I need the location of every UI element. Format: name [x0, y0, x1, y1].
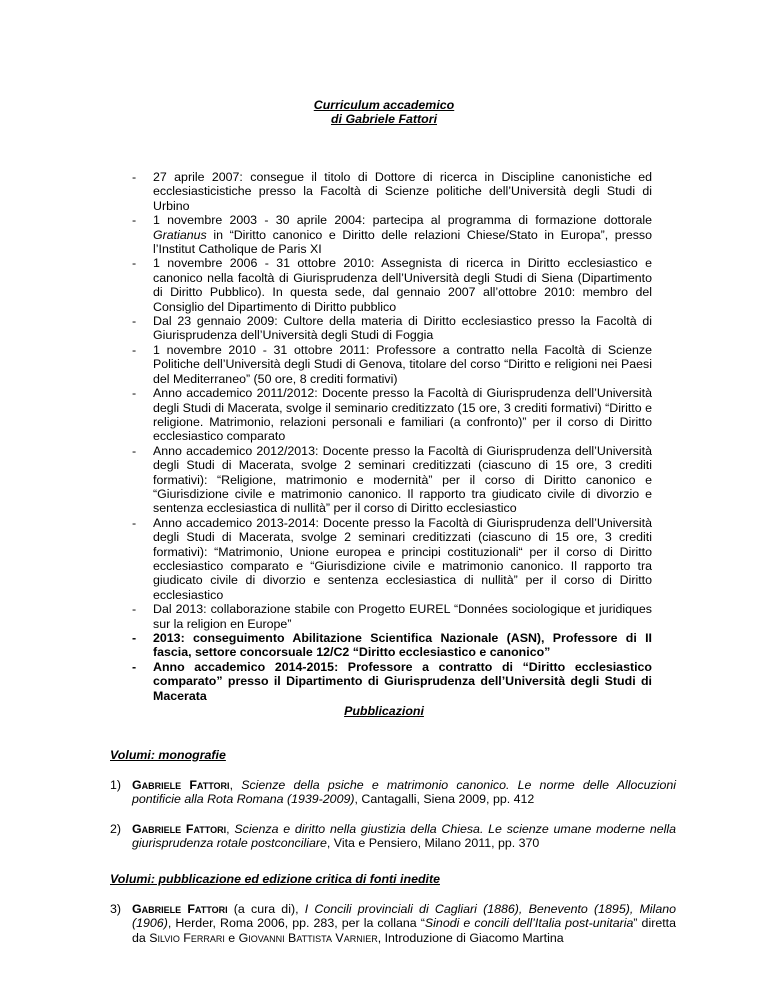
cv-item: - 1 novembre 2010 - 31 ottobre 2011: Professore a contratto nella Facoltà di Scienze Politiche dell’Università degli Studi di Genova, titolare del corso “Diritto e religioni nei Paesi del Mediterraneo” (50 ore, 8 crediti formativi): [132, 342, 652, 386]
cv-item: - Anno accademico 2013-2014: Docente presso la Facoltà di Giurisprudenza dell’Università degli Studi di Macerata, svolge 2 seminari creditizzati (ciascuno di 15 ore, 3 crediti formativi): “Matrimonio, Unione europea e principi costituzionali“ per il corso di Diritto ecclesiastico comparato e “Giurisdizione civile e matrimonio canonico. Il rapporto tra giudicato civile di divorzio e sentenza ecclesiastica di nullità” per il corso di Diritto ecclesiastico: [132, 515, 652, 602]
cv-item-highlight: - 2013: conseguimento Abilitazione Scientifica Nazionale (ASN), Professore di II fascia, settore concorsuale 12/C2 “Diritto ecclesiastico e canonico”: [132, 631, 652, 660]
publications-title: Pubblicazioni: [344, 704, 424, 718]
cv-item: - Dal 2013: collaborazione stabile con Progetto EUREL “Données sociologique et juridiques sur la religion en Europe”: [132, 602, 652, 631]
cv-item: - 27 aprile 2007: consegue il titolo di Dottore di ricerca in Discipline canonistiche ed ecclesiasticistiche presso la Facoltà di Scienze politiche dell’Università degli Studi di Urbino: [132, 170, 652, 213]
cv-item: - Anno accademico 2011/2012: Docente presso la Facoltà di Giurisprudenza dell’Università degli Studi di Macerata, svolge il seminario creditizzato (15 ore, 3 crediti formativi) “Diritto e religione. Matrimonio, relazioni personali e familiari (a confronto)” per il corso di Diritto ecclesiastico comparato: [132, 386, 652, 444]
cv-item-highlight: - Anno accademico 2014-2015: Professore a contratto di “Diritto ecclesiastico comparato” presso il Dipartimento di Giurisprudenza dell’Università degli Studi di Macerata: [132, 659, 652, 703]
cv-item: - 1 novembre 2003 - 30 aprile 2004: partecipa al programma di formazione dottorale Gratianus in “Diritto canonico e Diritto delle relazioni Chiese/Stato in Europa”, presso l’Institut Catholique de Paris XI: [132, 213, 652, 257]
cv-title-line2: di Gabriele Fattori: [330, 112, 438, 126]
cv-item: - 1 novembre 2006 - 31 ottobre 2010: Assegnista di ricerca in Diritto ecclesiastico e canonico nella facoltà di Giurisprudenza dell’Università degli Studi di Siena (Dipartimento di Diritto Pubblico). In questa sede, dal gennaio 2007 all’ottobre 2010: membro del Consiglio del Dipartimento di Diritto pubblico: [132, 256, 652, 314]
cv-item: - Anno accademico 2012/2013: Docente presso la Facoltà di Giurisprudenza dell’Università degli Studi di Macerata, svolge 2 seminari creditizzati (ciascuno di 15 ore, 3 crediti formativi): “Religione, matrimonio e modernità” per il corso di Diritto canonico e “Giurisdizione civile e matrimonio canonico. Il rapporto tra giudicato civile di divorzio e sentenza ecclesiastica di nullità” per il corso di Diritto ecclesiastico: [132, 443, 652, 516]
cv-item: - Dal 23 gennaio 2009: Cultore della materia di Diritto ecclesiastico presso la Facoltà di Giurisprudenza dell’Università degli Studi di Foggia: [132, 314, 652, 343]
publication-entry: 1) Gabriele Fattori, Scienze della psiche e matrimonio canonico. Le norme delle Allocuzioni pontificie alla Rota Romana (1939-2009), Cantagalli, Siena 2009, pp. 412: [110, 778, 676, 807]
publication-entry: 2) Gabriele Fattori, Scienza e diritto nella giustizia della Chiesa. Le scienze umane moderne nella giurisprudenza rotale postconciliare, Vita e Pensiero, Milano 2011, pp. 370: [110, 822, 676, 851]
cv-list: [132, 170, 652, 703]
section-heading-fonti-inedite: Volumi: pubblicazione ed edizione critica di fonti inedite: [110, 872, 440, 886]
cv-title-line1: Curriculum accademico: [313, 98, 455, 112]
section-heading-monografie: Volumi: monografie: [110, 748, 226, 762]
publication-entry: 3) Gabriele Fattori (a cura di), I Concili provinciali di Cagliari (1886), Benevento (1895), Milano (1906), Herder, Roma 2006, pp. 283, per la collana “Sinodi e concili dell’Italia post-unitaria” diretta da Silvio Ferrari e Giovanni Battista Varnier, Introduzione di Giacomo Martina: [110, 902, 676, 945]
